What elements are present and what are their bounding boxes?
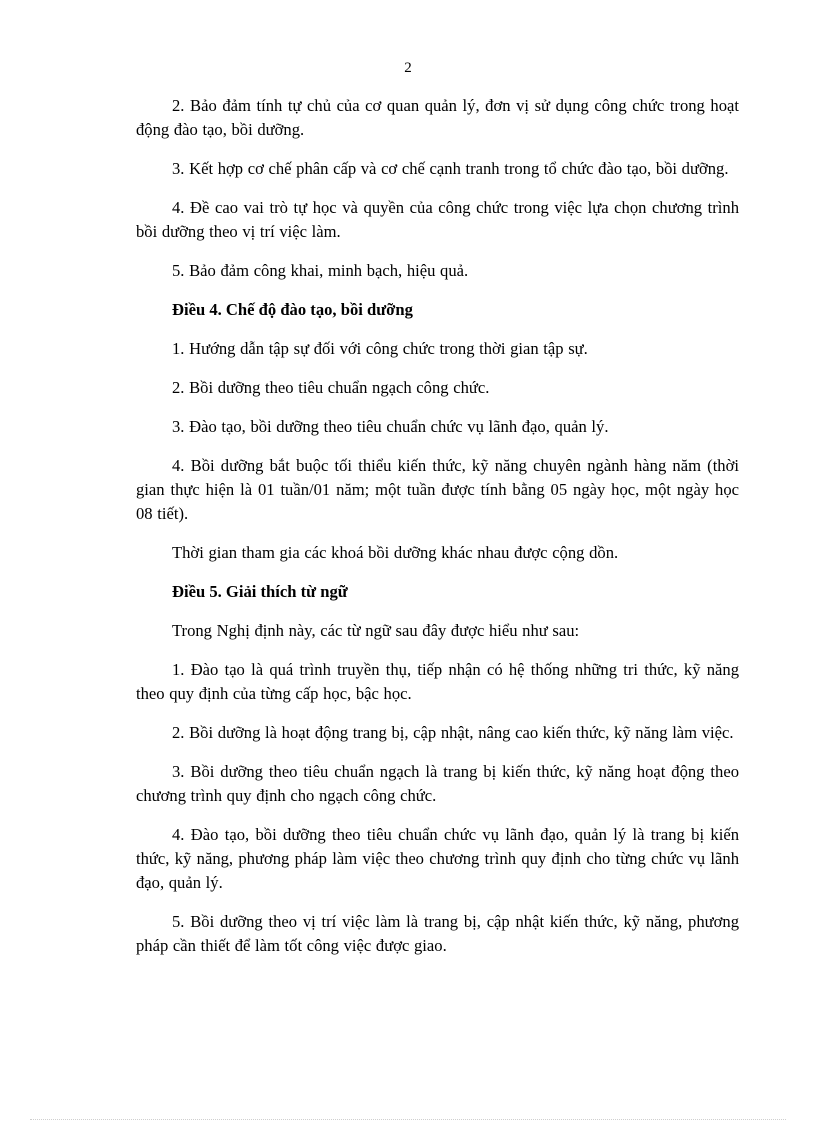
article-5-heading: Điều 5. Giải thích từ ngữ [172,582,348,601]
paragraph-art5-item2: 2. Bồi dưỡng là hoạt động trang bị, cập nhật, nâng cao kiến thức, kỹ năng làm việc. [172,723,734,742]
paragraph-art5-intro: Trong Nghị định này, các từ ngữ sau đây được hiểu như sau: [172,621,580,640]
document-body [136,94,739,973]
paragraph-art4-note: Thời gian tham gia các khoá bồi dưỡng khác nhau được cộng dồn. [172,543,619,562]
paragraph-art3-item3: 3. Kết hợp cơ chế phân cấp và cơ chế cạnh tranh trong tổ chức đào tạo, bồi dưỡng. [172,159,729,178]
paragraph-art5-item4: 4. Đào tạo, bồi dưỡng theo tiêu chuẩn chức vụ lãnh đạo, quản lý là trang bị kiến thức, kỹ năng, phương pháp làm việc theo chương trình quy định cho từng chức vụ lãnh đạo, quản lý. [136,825,739,892]
paragraph-art5-item3: 3. Bồi dưỡng theo tiêu chuẩn ngạch là trang bị kiến thức, kỹ năng hoạt động theo chương trình quy định cho ngạch công chức. [136,762,739,805]
paragraph-art3-item4: 4. Đề cao vai trò tự học và quyền của công chức trong việc lựa chọn chương trình bồi dưỡng theo vị trí việc làm. [136,198,739,241]
paragraph-art5-item5: 5. Bồi dưỡng theo vị trí việc làm là trang bị, cập nhật kiến thức, kỹ năng, phương pháp cần thiết để làm tốt công việc được giao. [136,912,739,955]
paragraph-art3-item5: 5. Bảo đảm công khai, minh bạch, hiệu quả. [172,261,469,280]
paragraph-art4-item2: 2. Bồi dưỡng theo tiêu chuẩn ngạch công chức. [172,378,490,397]
paragraph-art4-item1: 1. Hướng dẫn tập sự đối với công chức trong thời gian tập sự. [172,339,588,358]
article-4-heading: Điều 4. Chế độ đào tạo, bồi dưỡng [172,300,413,319]
paragraph-art5-item1: 1. Đào tạo là quá trình truyền thụ, tiếp nhận có hệ thống những tri thức, kỹ năng theo quy định của từng cấp học, bậc học. [136,660,739,703]
page-number: 2 [404,60,412,76]
paragraph-art4-item4: 4. Bồi dưỡng bắt buộc tối thiểu kiến thức, kỹ năng chuyên ngành hàng năm (thời gian thực hiện là 01 tuần/01 năm; một tuần được tính bằng 05 ngày học, một ngày học 08 tiết). [136,456,739,523]
paragraph-art4-item3: 3. Đào tạo, bồi dưỡng theo tiêu chuẩn chức vụ lãnh đạo, quản lý. [172,417,609,436]
page-bottom-divider [30,1119,786,1120]
paragraph-art3-item2: 2. Bảo đảm tính tự chủ của cơ quan quản lý, đơn vị sử dụng công chức trong hoạt động đào tạo, bồi dưỡng. [136,96,739,139]
